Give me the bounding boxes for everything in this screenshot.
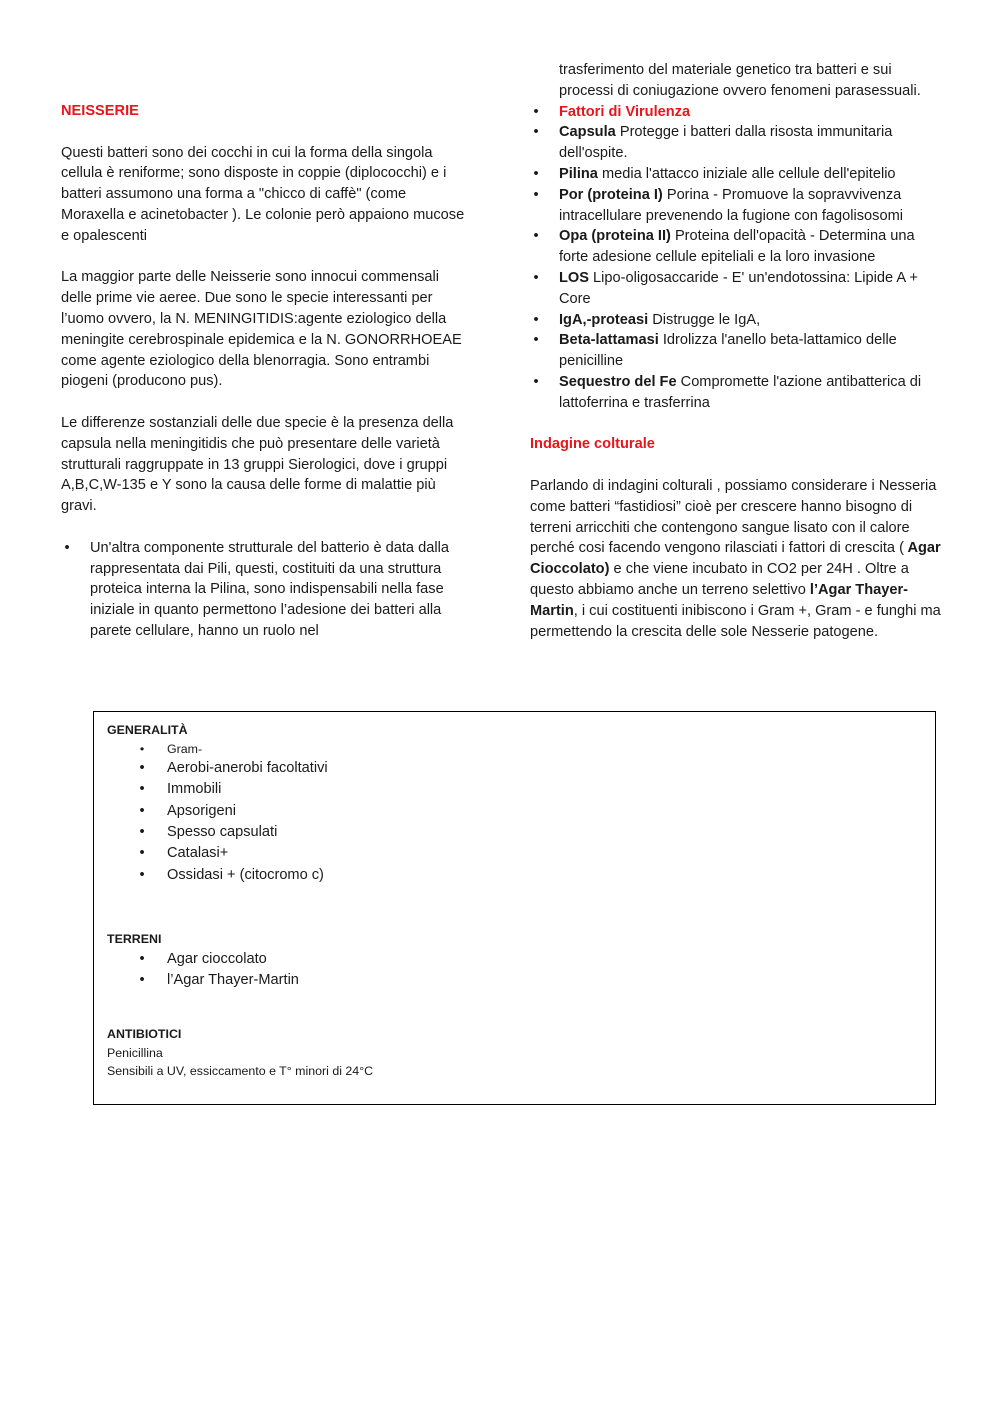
- list-item: [107, 822, 925, 843]
- pili-list: [61, 538, 471, 642]
- antibiotici-heading: ANTIBIOTICI: [107, 1027, 182, 1042]
- list-item-text: Un'altra componente strutturale del batterio è data dalla rappresentata dai Pili, questi, costituiti da una struttura proteica interna la Pilina, sono indispensabili nella fase iniziale in quanto permettono l’adesione dei batteri alla parete cellulare, hanno un ruolo nel: [90, 539, 449, 639]
- bullet-icon: •: [533, 373, 539, 390]
- factor-term: Pilina: [559, 165, 598, 182]
- bullet-icon: •: [533, 311, 539, 328]
- list-item: [107, 758, 925, 779]
- list-item-text: Immobili: [167, 781, 222, 798]
- list-item: [61, 538, 471, 642]
- antibiotici-line: Penicillina: [107, 1045, 163, 1060]
- factor-desc: Lipo-oligosaccaride - E' un'endotossina: Lipide A + Core: [559, 269, 918, 307]
- list-item: [107, 949, 925, 970]
- factor-desc: Idrolizza l'anello beta-lattamico delle penicilline: [559, 332, 897, 370]
- bullet-icon: •: [533, 228, 539, 245]
- bullet-icon: •: [139, 950, 145, 967]
- bullet-icon: •: [533, 124, 539, 141]
- bullet-icon: •: [533, 269, 539, 286]
- factor-desc: media l'attacco iniziale alle cellule dell'epitelio: [597, 165, 896, 182]
- bullet-icon: •: [533, 332, 539, 349]
- list-item-text: l’Agar Thayer-Martin: [167, 971, 299, 988]
- factor-desc: Protegge i batteri dalla risosta immunitaria dell'ospite.: [559, 124, 893, 162]
- bullet-icon: •: [139, 971, 145, 988]
- list-item-text: Apsorigeni: [167, 802, 236, 819]
- list-item: [530, 226, 945, 268]
- factor-desc: Porina - Promuove la sopravvivenza intracellulare prevenendo la fugione con fagolisosomi: [559, 186, 903, 224]
- generalita-heading: GENERALITÀ: [107, 723, 188, 737]
- bullet-icon: •: [139, 824, 145, 841]
- factor-term: Opa (proteina II): [559, 228, 671, 245]
- bullet-icon: •: [533, 186, 539, 203]
- list-item: [530, 330, 945, 372]
- paragraph-continuation: trasferimento del materiale genetico tra batteri e sui processi di coniugazione ovvero fenomeni parasessuali.: [559, 62, 921, 99]
- virulence-heading: Fattori di Virulenza: [559, 103, 691, 120]
- culture-text-b: e che viene incubato in CO2 per 24H . Oltre a questo abbiamo anche un terreno selettivo: [530, 561, 909, 598]
- terreni-heading: TERRENI: [107, 931, 162, 946]
- summary-box: [93, 711, 936, 1105]
- list-item-text: Agar cioccolato: [167, 950, 267, 967]
- list-item-text: Ossidasi + (citocromo c): [167, 866, 324, 883]
- list-item-virulence-heading: [530, 102, 945, 123]
- sensitivity-line: Sensibili a UV, essiccamento e T° minori di 24°C: [107, 1064, 374, 1079]
- virulence-list: [530, 102, 945, 414]
- list-item-text: Aerobi-anerobi facoltativi: [167, 760, 328, 777]
- paragraph-species: La maggior parte delle Neisserie sono innocui commensali delle prime vie aeree. Due sono le specie interessanti per l’uomo ovvero, la N. MENINGITIDIS:agente eziologico della meningite cerebrospinale epidemica e la N. GONORRHOEAE come agente eziologico della blenorragia. Sono entrambi piogeni (producono pus).: [61, 269, 462, 390]
- culture-bold-chocolate: Agar Cioccolato): [530, 540, 941, 578]
- list-item: [107, 970, 925, 991]
- factor-term: Capsula: [559, 124, 616, 141]
- list-item: [107, 843, 925, 864]
- list-item: [530, 122, 945, 164]
- factor-desc: Compromette l'azione antibatterica di lattoferrina e trasferrina: [559, 373, 922, 411]
- factor-term: Beta-lattamasi: [559, 332, 659, 349]
- list-item-text: Gram-: [167, 741, 203, 756]
- section-heading-neisserie: NEISSERIE: [61, 103, 139, 119]
- bullet-icon: •: [139, 741, 145, 756]
- bullet-icon: •: [533, 165, 539, 182]
- list-item: [107, 865, 925, 886]
- culture-text-a: Parlando di indagini colturali , possiamo considerare i Nesseria come batteri “fastidiosi” cioè per crescere hanno bisogno di terreni arricchiti che contengono sangue lisato con il calore perché cosi facendo vengono rilasciati i fattori di crescita (: [530, 477, 937, 557]
- list-item: [530, 185, 945, 227]
- list-item-text: Catalasi+: [167, 845, 229, 862]
- culture-text-c: , i cui costituenti inibiscono i Gram +, Gram - e funghi ma permettendo la crescita delle sole Nesserie patogene.: [530, 602, 941, 640]
- list-item: [107, 740, 925, 759]
- culture-bold-thayer: l’Agar Thayer-Martin: [530, 581, 909, 619]
- paragraph-culture: [530, 476, 945, 642]
- left-column: [61, 60, 471, 642]
- list-item: [530, 268, 945, 310]
- bullet-icon: •: [139, 866, 145, 883]
- list-item: [530, 372, 945, 414]
- culture-heading: Indagine colturale: [530, 436, 655, 453]
- summary-box-content: [107, 721, 925, 1081]
- bullet-icon: •: [139, 802, 145, 819]
- factor-term: Sequestro del Fe: [559, 373, 677, 390]
- paragraph-morphology: Questi batteri sono dei cocchi in cui la forma della singola cellula è reniforme; sono disposte in coppie (diplococchi) e i batteri assumono una forma a "chicco di caffè" (come Moraxella e acinetobacter ). Le colonie però appaiono mucose e opalescenti: [61, 144, 465, 244]
- bullet-icon: •: [64, 539, 70, 556]
- list-item-text: Spesso capsulati: [167, 824, 278, 841]
- generalita-list: [107, 740, 925, 886]
- bullet-icon: •: [533, 103, 539, 120]
- factor-desc: Proteina dell'opacità - Determina una forte adesione cellule epiteliali e la loro invasione: [559, 228, 915, 266]
- list-item: [530, 164, 945, 185]
- bullet-icon: •: [139, 781, 145, 798]
- factor-term: Por (proteina I): [559, 186, 663, 203]
- terreni-list: [107, 949, 925, 992]
- factor-desc: Distrugge le IgA,: [648, 311, 761, 328]
- factor-term: IgA,-proteasi: [559, 311, 649, 328]
- list-item: [530, 310, 945, 331]
- bullet-icon: •: [139, 845, 145, 862]
- list-item: [107, 779, 925, 800]
- list-item: [107, 801, 925, 822]
- bullet-icon: •: [139, 760, 145, 777]
- factor-term: LOS: [559, 269, 589, 286]
- paragraph-differences: Le differenze sostanziali delle due specie è la presenza della capsula nella meningitidis che può presentare delle varietà strutturali raggruppate in 13 gruppi Sierologici, dove i gruppi A,B,C,W-135 e Y sono la causa delle forme di malattie più gravi.: [61, 414, 454, 515]
- right-column: [530, 60, 945, 642]
